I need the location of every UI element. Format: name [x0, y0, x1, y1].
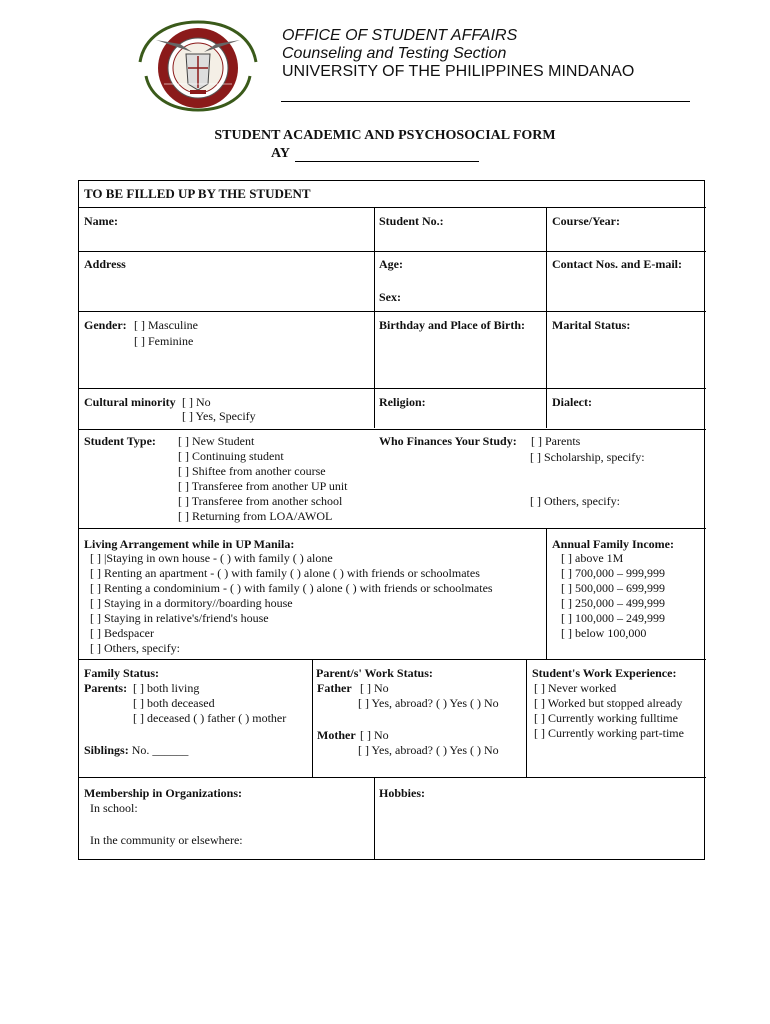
living-option[interactable]: [ ] Renting an apartment - ( ) with family ( ) alone ( ) with friends or schoolmates	[90, 566, 480, 580]
income-option[interactable]: [ ] 250,000 – 499,999	[561, 596, 665, 610]
age-label: Age:	[379, 257, 403, 271]
siblings-label: Siblings:	[84, 743, 129, 757]
student-type-option[interactable]: [ ] New Student	[178, 434, 255, 448]
income-label: Annual Family Income:	[552, 537, 675, 551]
student-type-option[interactable]: [ ] Transferee from another UP unit	[178, 479, 348, 493]
student-type-option[interactable]: [ ] Transferee from another school	[178, 494, 343, 508]
siblings-row	[84, 743, 188, 758]
student-type-option[interactable]: [ ] Shiftee from another course	[178, 464, 326, 478]
living-option[interactable]: [ ] Staying in relative's/friend's house	[90, 611, 269, 625]
finances-label: Who Finances Your Study:	[379, 434, 517, 448]
gender-option-masculine[interactable]: [ ] Masculine	[134, 318, 198, 332]
cultural-label: Cultural minority	[84, 395, 176, 409]
student-type-option[interactable]: [ ] Continuing student	[178, 449, 284, 463]
living-option[interactable]: [ ] |Staying in own house - ( ) with family ( ) alone	[90, 551, 333, 565]
ay-line	[0, 146, 760, 162]
living-label: Living Arrangement while in UP Manila:	[84, 537, 295, 551]
work-exp-option[interactable]: [ ] Worked but stopped already	[534, 696, 683, 710]
parents-option[interactable]: [ ] deceased ( ) father ( ) mother	[133, 711, 287, 725]
parents-label: Parents:	[84, 681, 128, 695]
student-form	[78, 180, 705, 860]
sex-label: Sex:	[379, 290, 401, 304]
marital-label: Marital Status:	[552, 318, 631, 332]
income-option[interactable]: [ ] 100,000 – 249,999	[561, 611, 665, 625]
section-title: Counseling and Testing Section	[282, 45, 507, 62]
address-label: Address	[84, 257, 126, 271]
mother-label: Mother	[317, 728, 356, 742]
work-exp-option[interactable]: [ ] Never worked	[534, 681, 617, 695]
hobbies-label: Hobbies:	[379, 786, 426, 800]
student-no-label: Student No.:	[379, 214, 444, 228]
living-option[interactable]: [ ] Staying in a dormitory//boarding house	[90, 596, 293, 610]
finances-option-parents[interactable]: [ ] Parents	[531, 434, 581, 448]
gender-label: Gender:	[84, 318, 127, 332]
work-exp-option[interactable]: [ ] Currently working part-time	[534, 726, 684, 740]
work-exp-label: Student's Work Experience:	[532, 666, 677, 680]
form-banner: TO BE FILLED UP BY THE STUDENT	[84, 186, 311, 201]
parents-option[interactable]: [ ] both deceased	[133, 696, 215, 710]
work-exp-option[interactable]: [ ] Currently working fulltime	[534, 711, 678, 725]
name-label: Name:	[84, 214, 118, 228]
father-label: Father	[317, 681, 352, 695]
office-title: OFFICE OF STUDENT AFFAIRS	[282, 27, 518, 44]
siblings-input[interactable]: No. ______	[131, 743, 189, 757]
course-year-label: Course/Year:	[552, 214, 620, 228]
living-option[interactable]: [ ] Renting a condominium - ( ) with family ( ) alone ( ) with friends or schoolmates	[90, 581, 493, 595]
ay-input-blank[interactable]	[295, 147, 479, 162]
income-option[interactable]: [ ] below 100,000	[561, 626, 647, 640]
university-seal-logo	[136, 18, 260, 112]
header-rule	[281, 101, 690, 102]
living-option[interactable]: [ ] Bedspacer	[90, 626, 154, 640]
finances-option-scholarship[interactable]: [ ] Scholarship, specify:	[530, 450, 645, 464]
living-option[interactable]: [ ] Others, specify:	[90, 641, 180, 655]
contact-label: Contact Nos. and E-mail:	[552, 257, 683, 271]
gender-option-feminine[interactable]: [ ] Feminine	[134, 334, 194, 348]
student-type-label: Student Type:	[84, 434, 156, 448]
form-title: STUDENT ACADEMIC AND PSYCHOSOCIAL FORM	[214, 128, 556, 143]
dialect-label: Dialect:	[552, 395, 592, 409]
mother-option-yes[interactable]: [ ] Yes, abroad? ( ) Yes ( ) No	[358, 743, 499, 757]
university-title: UNIVERSITY OF THE PHILIPPINES MINDANAO	[282, 63, 635, 80]
membership-school-label: In school:	[90, 801, 138, 815]
work-status-label: Parent/s' Work Status:	[316, 666, 433, 680]
membership-community-label: In the community or elsewhere:	[90, 833, 243, 847]
religion-label: Religion:	[379, 395, 426, 409]
father-option-no[interactable]: [ ] No	[360, 681, 389, 695]
income-option[interactable]: [ ] 500,000 – 699,999	[561, 581, 665, 595]
parents-option[interactable]: [ ] both living	[133, 681, 200, 695]
cultural-option-yes[interactable]: [ ] Yes, Specify	[182, 409, 256, 423]
family-status-label: Family Status:	[84, 666, 159, 680]
cultural-option-no[interactable]: [ ] No	[182, 395, 211, 409]
student-type-option[interactable]: [ ] Returning from LOA/AWOL	[178, 509, 333, 523]
father-option-yes[interactable]: [ ] Yes, abroad? ( ) Yes ( ) No	[358, 696, 499, 710]
mother-option-no[interactable]: [ ] No	[360, 728, 389, 742]
membership-label: Membership in Organizations:	[84, 786, 242, 800]
income-option[interactable]: [ ] 700,000 – 999,999	[561, 566, 665, 580]
ay-label: AY	[271, 146, 290, 161]
finances-option-others[interactable]: [ ] Others, specify:	[530, 494, 620, 508]
birthday-label: Birthday and Place of Birth:	[379, 318, 525, 332]
income-option[interactable]: [ ] above 1M	[561, 551, 624, 565]
